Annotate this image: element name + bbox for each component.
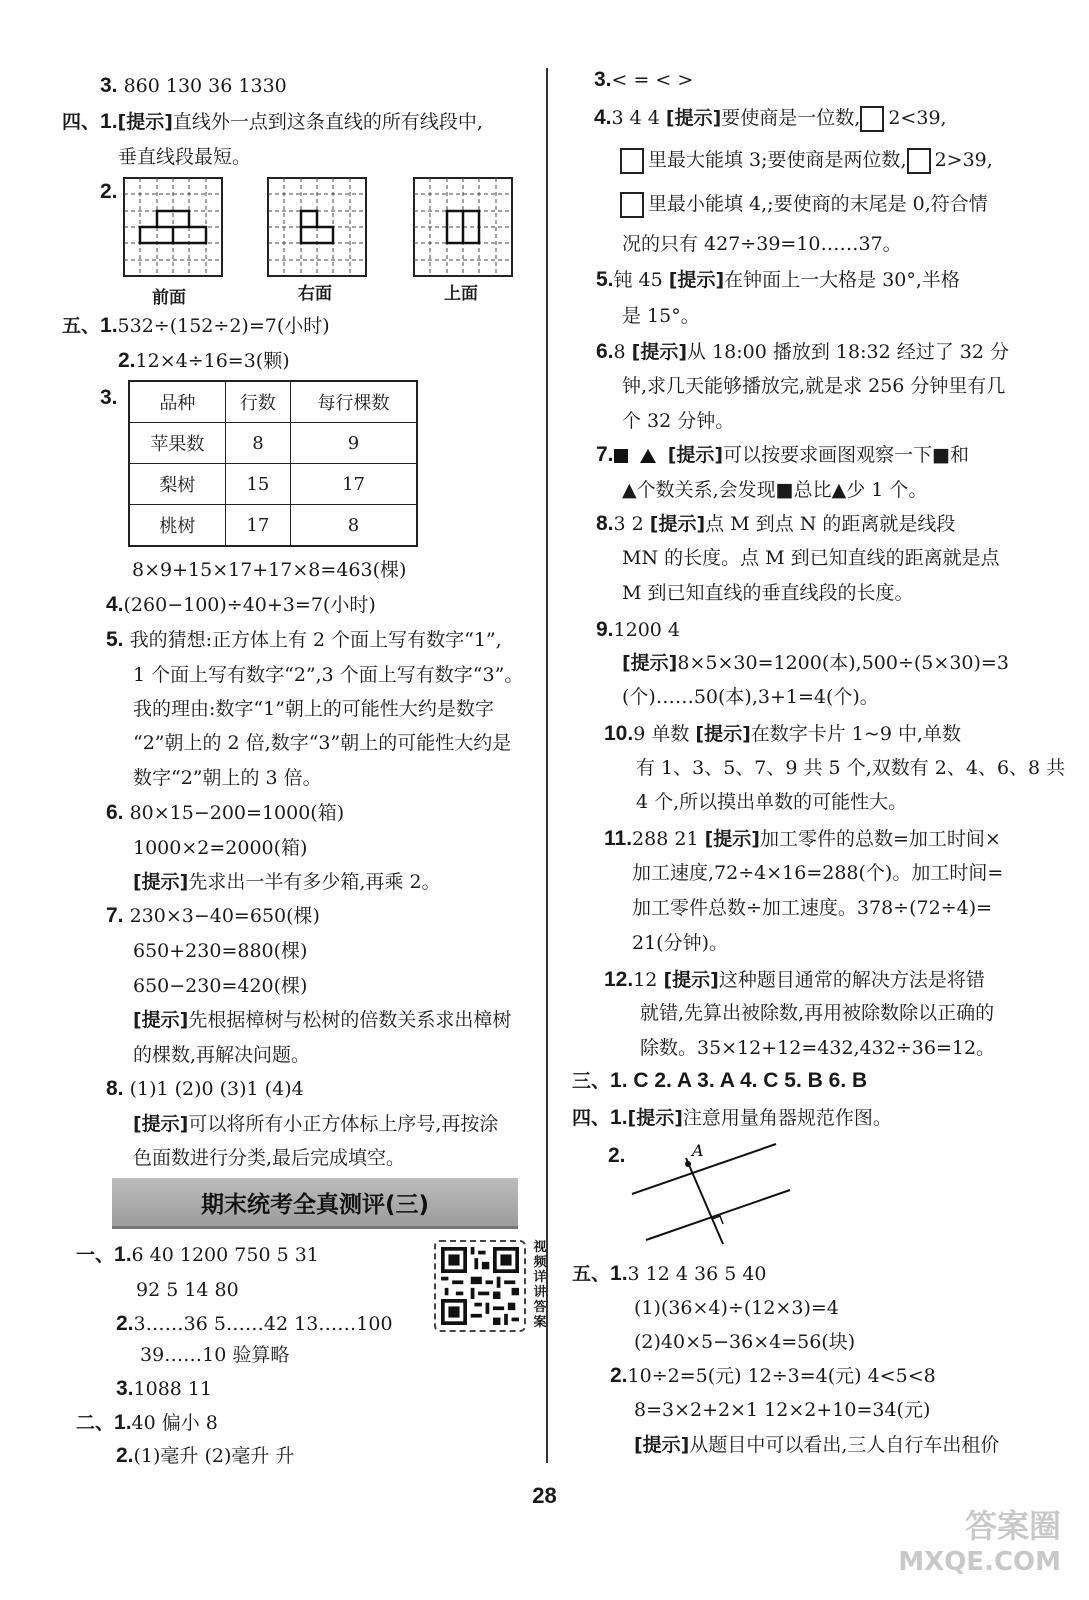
answer-line: (1)(36×4)÷(12×3)=4 bbox=[634, 1297, 839, 1319]
answer-line: 就错,先算出被除数,再用被除数除以正确的 bbox=[640, 1002, 995, 1024]
answer-line: 加工速度,72÷4×16=288(个)。加工时间= bbox=[632, 862, 1004, 884]
top-view-grid bbox=[412, 176, 516, 280]
answer-line: 3.1088 11 bbox=[116, 1377, 213, 1400]
section-banner: 期末统考全真测评(三) bbox=[112, 1178, 518, 1229]
answer-line: 1000×2=2000(箱) bbox=[133, 837, 308, 859]
table-header: 品种 bbox=[129, 381, 225, 423]
answer-line: 6.8 [提示]从 18:00 播放到 18:32 经过了 32 分 bbox=[596, 340, 1009, 363]
answer-line: 垂直线段最短。 bbox=[118, 146, 252, 168]
answer-line: 里最小能填 4,;要使商的末尾是 0,符合情 bbox=[620, 192, 988, 218]
answer-line: 有 1、3、5、7、9 共 5 个,双数有 2、4、6、8 共 bbox=[636, 757, 1066, 779]
square-icon bbox=[614, 449, 628, 463]
blank-box bbox=[860, 106, 884, 132]
answer-line: 里最大能填 3;要使商是两位数, 2>39, bbox=[620, 148, 993, 174]
answer-line: [提示]8×5×30=1200(本),500÷(5×30)=3 bbox=[622, 652, 1009, 674]
answer-line: 除数。35×12+12=432,432÷36=12。 bbox=[640, 1037, 996, 1059]
answer-line: 2.12×4÷16=3(颗) bbox=[118, 349, 290, 372]
answer-line: 6. 80×15−200=1000(箱) bbox=[106, 801, 345, 824]
answer-line: ▲个数关系,会发现■总比▲少 1 个。 bbox=[622, 479, 928, 501]
answer-line: 四、1.[提示]注意用量角器规范作图。 bbox=[572, 1106, 892, 1129]
answer-line: [提示]先根据樟树与松树的倍数关系求出樟树 bbox=[133, 1009, 512, 1031]
qr-code[interactable] bbox=[434, 1240, 526, 1332]
view-caption: 上面 bbox=[444, 284, 478, 304]
answer-line: “2”朝上的 2 倍,数字“3”朝上的可能性大约是 bbox=[133, 732, 512, 754]
answer-line: 加工零件总数÷加工速度。378÷(72÷4)= bbox=[632, 897, 993, 919]
answer-line: (个)……50(本),3+1=4(个)。 bbox=[622, 686, 879, 708]
view-caption: 右面 bbox=[298, 284, 332, 304]
answer-line: 650−230=420(棵) bbox=[133, 975, 308, 997]
answer-line: 3. 860 130 36 1330 bbox=[100, 74, 287, 97]
answer-line: 况的只有 427÷39=10……37。 bbox=[622, 233, 902, 255]
answer-line: 我的理由:数字“1”朝上的可能性大约是数字 bbox=[133, 698, 494, 720]
answer-line: 个 32 分钟。 bbox=[622, 410, 735, 432]
answer-line: 一、1.6 40 1200 750 5 31 bbox=[76, 1243, 319, 1266]
answer-line: 4 个,所以摸出单数的可能性大。 bbox=[636, 791, 908, 813]
answer-line: 五、1.532÷(152÷2)=7(小时) bbox=[62, 314, 330, 337]
answer-line: [提示]可以将所有小正方体标上序号,再按涂 bbox=[133, 1113, 499, 1135]
answer-line: 8. (1)1 (2)0 (3)1 (4)4 bbox=[106, 1077, 304, 1100]
blank-box bbox=[620, 148, 644, 174]
answer-num: 2. bbox=[608, 1144, 626, 1167]
answer-line: 色面数进行分类,最后完成填空。 bbox=[133, 1147, 406, 1169]
qr-code-icon bbox=[441, 1247, 519, 1325]
view-caption: 前面 bbox=[152, 288, 186, 308]
table-header: 行数 bbox=[225, 381, 290, 423]
answer-line: 三、1. C 2. A 3. A 4. C 5. B 6. B bbox=[572, 1069, 868, 1092]
answer-line: 650+230=880(棵) bbox=[133, 940, 308, 962]
answer-line: M 到已知直线的垂直线段的长度。 bbox=[622, 582, 914, 604]
answer-line: 8=3×2+2×1 12×2+10=34(元) bbox=[634, 1399, 931, 1421]
answer-line: (2)40×5−36×4=56(块) bbox=[634, 1331, 856, 1353]
answer-line: 8.3 2 [提示]点 M 到点 N 的距离就是线段 bbox=[596, 512, 956, 535]
blank-box bbox=[907, 148, 931, 174]
table-row: 桃树 17 8 bbox=[129, 505, 417, 547]
answer-line: 五、1.3 12 4 36 5 40 bbox=[572, 1262, 767, 1285]
answer-line: 7. 230×3−40=650(棵) bbox=[106, 904, 320, 927]
answer-line: 4.3 4 4 [提示]要使商是一位数, 2<39, bbox=[594, 106, 947, 132]
answer-line: 5.钝 45 [提示]在钟面上一大格是 30°,半格 bbox=[596, 268, 960, 291]
answer-line: 四、1.[提示]直线外一点到这条直线的所有线段中, bbox=[62, 110, 483, 133]
right-view-grid bbox=[266, 176, 370, 280]
answer-line: 7. [提示]可以按要求画图观察一下■和 bbox=[596, 443, 970, 466]
answer-line: [提示]从题目中可以看出,三人自行车出租价 bbox=[634, 1434, 1000, 1456]
watermark: 答案圈 MXQE.COM bbox=[898, 1507, 1061, 1577]
table-row: 苹果数 8 9 bbox=[129, 423, 417, 464]
parallel-lines-diagram bbox=[626, 1136, 796, 1246]
answer-line: 1 个面上写有数字“2”,3 个面上写有数字“3”。 bbox=[133, 664, 524, 686]
answer-line: 10.9 单数 [提示]在数字卡片 1~9 中,单数 bbox=[604, 722, 961, 745]
answer-line: 2.10÷2=5(元) 12÷3=4(元) 4<5<8 bbox=[610, 1364, 936, 1387]
answer-line: 8×9+15×17+17×8=463(棵) bbox=[132, 559, 407, 581]
answer-line: 2.(1)毫升 (2)毫升 升 bbox=[116, 1444, 295, 1467]
answer-line: 2.3……36 5……42 13……100 bbox=[116, 1312, 393, 1335]
answer-num: 2. bbox=[100, 180, 118, 203]
answer-line: 92 5 14 80 bbox=[136, 1279, 239, 1301]
answer-line: 4.(260−100)÷40+3=7(小时) bbox=[106, 593, 376, 616]
answer-line: 21(分钟)。 bbox=[632, 932, 729, 954]
triangle-icon bbox=[640, 449, 656, 463]
answer-num: 3. bbox=[100, 386, 118, 409]
answer-line: 11.288 21 [提示]加工零件的总数=加工时间× bbox=[604, 827, 1001, 850]
page-number: 28 bbox=[532, 1483, 557, 1508]
front-view-grid bbox=[122, 176, 226, 280]
answer-line: 是 15°。 bbox=[622, 305, 700, 327]
answer-line: 数字“2”朝上的 3 倍。 bbox=[133, 767, 322, 789]
data-table bbox=[128, 380, 418, 547]
qr-label: 视频详讲答案 bbox=[533, 1240, 547, 1330]
blank-box bbox=[620, 192, 644, 218]
answer-line: 二、1.40 偏小 8 bbox=[76, 1411, 218, 1434]
answer-line: 9.1200 4 bbox=[596, 618, 680, 641]
answer-line: 的棵数,再解决问题。 bbox=[133, 1044, 311, 1066]
answer-line: MN 的长度。点 M 到已知直线的距离就是点 bbox=[622, 547, 1000, 569]
point-label: A bbox=[692, 1141, 704, 1160]
answer-line: 3.< = < > bbox=[594, 68, 694, 91]
answer-line: 钟,求几天能够播放完,就是求 256 分钟里有几 bbox=[622, 375, 1006, 397]
table-header: 每行棵数 bbox=[291, 381, 417, 423]
answer-line: [提示]先求出一半有多少箱,再乘 2。 bbox=[133, 871, 441, 893]
table-row: 梨树 15 17 bbox=[129, 464, 417, 505]
answer-line: 5. 我的猜想:正方体上有 2 个面上写有数字“1”, bbox=[106, 628, 502, 651]
answer-line: 39……10 验算略 bbox=[140, 1344, 290, 1366]
answer-line: 12.12 [提示]这种题目通常的解决方法是将错 bbox=[604, 968, 985, 991]
